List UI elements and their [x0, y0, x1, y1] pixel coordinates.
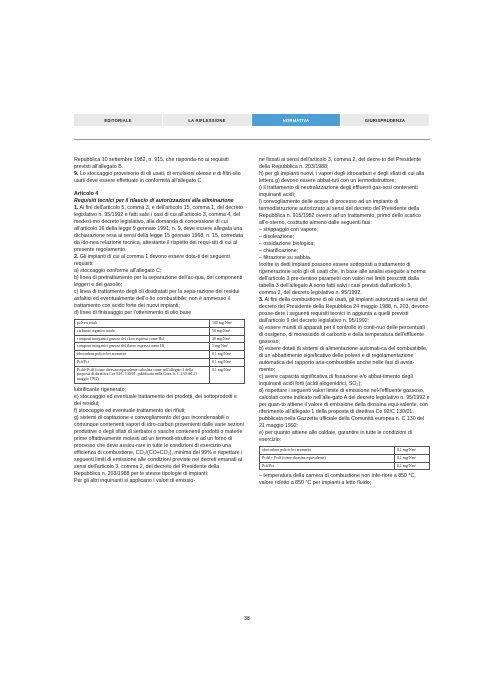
- list-item-e: e) per quanto attiene alle caldaie, garantire in tutte le condizioni di esercizio:: [259, 430, 412, 443]
- tab-normativa[interactable]: NORMATIVA: [252, 114, 341, 126]
- paragraph-9: [74, 171, 245, 185]
- section-tabs: [74, 114, 430, 126]
- table-row: [75, 343, 245, 351]
- article-title: Articolo 4: [74, 191, 99, 197]
- tab-la-riflessione[interactable]: LA RIFLESSIONE: [163, 114, 252, 126]
- table-cell: Pcdd + Pcdf (come diossina equivalente): [260, 454, 395, 462]
- list-item-e: e) stoccaggio ed eventuale trattamento dei prodotti, dei sottoprodotti e dei residui;: [74, 393, 237, 407]
- table-cell: polveri totali: [75, 320, 210, 328]
- intro-paragraph: Repubblica 10 settembre 1982, n. 915, che risponda-no ai requisiti previsti all'allegato B.: [74, 157, 229, 170]
- table-cell: Pcb/Pct: [260, 462, 395, 470]
- dash-item: – filtrazione su sabbia.: [259, 255, 312, 261]
- table-cell-value: 0.1 mg/Nm³: [210, 351, 245, 359]
- right-column: [259, 157, 430, 487]
- table-row: [260, 447, 430, 455]
- dash-item: – disoleazione;: [259, 234, 295, 240]
- dash-item: – strippaggio con vapore;: [259, 227, 318, 233]
- list-item-b: b) essere dotati di sistemi di alimentazione automati-ca del combustibile, di un abbattimento significativo delle polveri e di regolamentazione automatica del rapporto aria-combustibile anche nelle fasi di avvia-mento;: [259, 346, 428, 373]
- table-cell-value: 5 mg/Nm³: [210, 343, 245, 351]
- dash-item: – ossidazione biologica;: [259, 241, 315, 247]
- table-cell-value: 30 mg/Nm³: [210, 335, 245, 343]
- paragraph-text: Ai fini dell'articolo 5, comma 3, e dell'articolo 15, comma 1, del decreto legislativo n. 95/1992 e fatti salvi i casi di cui all'articolo 3, comma 4, del medesi-mo decreto legislativo, alla domanda di concessione di cui all'articolo 16 della legge 9 gennaio 1991, n. 9, deve essere allegata una dichiarazione resa ai sensi della legge 15 gennaio 1968, n. 15, corredata da ido-nea relazione tecnica, attestante il rispetto dei requi-siti di cui al presente regolamento.: [74, 205, 243, 253]
- header-rule: [74, 139, 430, 140]
- emission-limits-table: [74, 319, 245, 384]
- list-item-d: d) rispettare i seguenti valori limite di emissione nel-l'effluente gassoso, calcolati come indicato nell'alle-gato A del decreto legislativo n. 95/1992 e per quan-to attiene il valore di emissione della diossina equi-valente, con riferimento all'allegato 1 della proposta di direttiva Ce 92/C 130/01, pubblicata nella Gazzetta ufficiale della Comunità europea n. C 130 del 21 maggio 1992:: [259, 388, 430, 429]
- paragraph-text: Lo stoccaggio provvisorio di oli usati, di emulsioni oleose e di filtri olio usati deve essere effettuato in conformità all'allegato C.: [74, 171, 241, 184]
- list-item-b: b) linea di pretrattamento per la separazione dell'ac-qua, dei componenti leggeri e del gasolio;: [74, 275, 243, 288]
- list-item-l: l) convogliamento delle acque di processo ad un impianto di termodistruzione autorizzato ai sensi del decreto del Presidente della Repubblica n. 915/1982 ovvero ad un trattamento, primo dello scarico all'e-sterno, costituito almeno dalle seguenti fasi:: [259, 199, 421, 226]
- table-row: [75, 327, 245, 335]
- table-row: [75, 358, 245, 366]
- table-cell: idrocarburi policiclici aromatici: [260, 447, 395, 455]
- paragraph-2: [74, 254, 245, 268]
- list-item-g: g) sistemi di captazione e convogliamento dei gas incondensabili o comunque contenenti vapori di idro-carburi provenienti dalle varie sezioni produttive o degli sfiati di serbatoi o vasche contenenti prodotti o materie prime offattivamente molesti ad un termodi-struttore e ad un forno di processo che deve assicu-rare in tutte le condizioni di esercizio una efficienza di combustione, CO₂/(CO+CO₂), minima del 99% e rispettare i seguenti limiti di emissione alle condizioni previste nei decreti emanati ai sensi dell'articolo 3, comma 2, del decreto del Presidente della Repubblica n. 203/1988 per le stesse tipologie di impianti:: [74, 414, 244, 477]
- body-paragraph: Inoltre in detti impianti possono essere sottoposti a trattamento di rigenerazione solo gli oli usati che, in base alle analisi eseguite a norma dell'articolo 3 pre-sentino parametri con valori nei limiti prescritti dalla tabella 3 dell'allegato A sono fatti salvi i casi previsti dall'articolo 5, comma 2, del decreto legislativo n. 95/1992.: [259, 262, 426, 296]
- list-item-h: h) per gli impianti nuovi, i vapori degli idrocarburi e degli sfiati di cui alla lettera g) devono essere abbat-tuti con un termodistruttore;: [259, 171, 425, 184]
- table-cell: carbonio organico totale: [75, 327, 210, 335]
- dash-item: – temperatura della camera di combustione non infe-riore a 850 °C, valore ridotto a 850 °C per impianti a letto fluido;: [259, 473, 416, 487]
- table-cell: Pcb/Pct: [75, 358, 210, 366]
- table-cell-value: 0.1 mg/Nm³: [210, 366, 245, 383]
- list-item-f: f) stoccaggio ed eventuale trattamento dei rifiuti;: [74, 407, 186, 414]
- paragraph-number: 9.: [74, 171, 79, 177]
- table-cell-value: 100 mg/Nm³: [210, 320, 245, 328]
- table-cell-value: 0,1 mg/Nm³: [395, 454, 430, 462]
- paragraph-number: 1.: [74, 205, 79, 211]
- table-cell: composti inorganici gassosi del cloro espressi come Hcl: [75, 335, 210, 343]
- left-column: [74, 157, 245, 485]
- emission-limits-table-2: [259, 446, 430, 470]
- table-cell-value: 0,1 mg/Nm³: [395, 462, 430, 470]
- paragraph-text: Gli impianti di cui al comma 1 devono essere dota-ti dei seguenti requisiti:: [74, 254, 230, 267]
- table-cell: composti inorganici gassosi del fluoro espressi come Hf: [75, 343, 210, 351]
- list-item-d: d) linee di finissaggio per l'ottenimento di olio base: [74, 310, 192, 316]
- table-cell: idrocarburi policiclici aromatici: [75, 351, 210, 359]
- table-row: [75, 351, 245, 359]
- table-row: [260, 454, 430, 462]
- dash-item: – chiarificazione;: [259, 248, 299, 254]
- tab-giurisprudenza[interactable]: GIURISPRUDENZA: [341, 114, 430, 126]
- continuation-text: lubrificante rigenerato;: [74, 386, 126, 393]
- table-row: [75, 335, 245, 343]
- table-cell: Pcdd+Pcdf (come diossina equivalente calcolata come nell'allegato 1 della proposta di direttiva Cee 92/C 130/01, pubblicata nella Gazz. n. C.130 del 21 maggio 1992): [75, 366, 210, 383]
- table-cell-value: 0.1 mg/Nm³: [210, 358, 245, 366]
- table-row: [75, 320, 245, 328]
- paragraph-number: 3.: [259, 297, 264, 303]
- list-item-a: a) stoccaggio conforme all'allegato C;: [74, 268, 162, 274]
- article-subtitle: Requisiti tecnici per il rilascio di autorizzazioni alla eliminazione: [74, 198, 234, 204]
- table-cell-value: 0,1 mg/Nm³: [395, 447, 430, 455]
- paragraph-number: 2.: [74, 254, 79, 260]
- table-cell-value: 50 mg/Nm³: [210, 327, 245, 335]
- page-number: 38: [244, 616, 250, 622]
- tab-editoriale[interactable]: EDITORIALE: [74, 114, 163, 126]
- list-item-i: i) il trattamento di neutralizzazione degli effluenti gas-sosi contenenti inquinanti acidi;: [259, 185, 418, 198]
- continuation-text: ne fissati ai sensi dell'articolo 3, comma 2, del decre-to del Presidente della Repubblica n. 203/1988;: [259, 157, 422, 170]
- table-row: [260, 462, 430, 470]
- list-item-c: c) avere capacità significativa di fissazione e/o abbat-timento degli inquinanti acidi forti (acidi alogenidrici, SO₂);: [259, 374, 413, 387]
- table-row: [75, 366, 245, 383]
- paragraph-3: [259, 297, 430, 325]
- paragraph-1: [74, 205, 245, 254]
- paragraph-text: Ai fini della combustione di oli usati, gli impianti autorizzati ai sensi del decreto del Presidente della Repubblica 24 maggio 1988, n. 203, devono posse-dere i seguenti requisiti tecnici in aggiunta a quelli previsti dall'articolo 9 del decreto legislativo n. 95/1992:: [259, 297, 429, 324]
- list-item-a: a) essere muniti di apparati per il controllo in conti-nuo delle percentuali di ossigeno, di monossido di carbonio e della temperatura dell'effluente gassoso;: [259, 325, 425, 345]
- list-item-c: c) linea di trattamento degli oli disidratati per la sepa-razione dei residui asfaltici ed eventualmente dell'o-lio combustibile; non è ammesso il trattamento con acido forte dei nuovi impianti;: [74, 289, 240, 309]
- continuation-text: Per gli altri inquinanti si applicano i valori di emissio-: [74, 477, 196, 484]
